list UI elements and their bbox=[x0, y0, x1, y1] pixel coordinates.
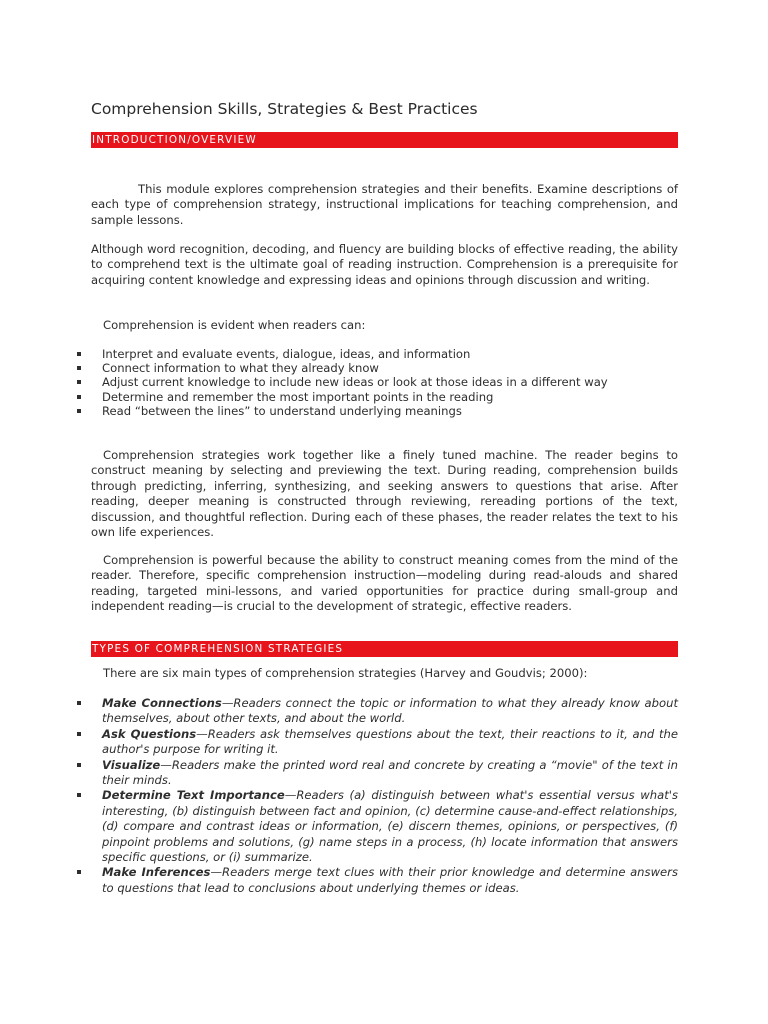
list-item: Determine and remember the most important points in the reading bbox=[77, 390, 678, 404]
list-item bbox=[77, 758, 678, 789]
strategy-term: Visualize bbox=[102, 757, 161, 772]
bullet-icon bbox=[77, 732, 81, 736]
intro-paragraph-3: Comprehension is evident when readers can: bbox=[103, 318, 366, 332]
page-title: Comprehension Skills, Strategies & Best Practices bbox=[91, 100, 478, 118]
bullet-icon bbox=[77, 395, 81, 399]
strategy-description: —Readers merge text clues with their prior knowledge and determine answers to questions that lead to conclusions about underlying themes or ideas. bbox=[102, 865, 678, 895]
strategy-description: —Readers (a) distinguish between what's essential versus what's interesting, (b) distinguish between fact and opinion, (c) determine cause-and-effect relationships, (d) compare and contrast ideas or information, (e) discern themes, opinions, or perspectives, (f) pinpoint problems and solutions, (g) name steps in a process, (h) locate information that answers specific questions, or (i) summarize. bbox=[102, 788, 678, 865]
strategy-description: —Readers make the printed word real and concrete by creating a “movie" of the text in their minds. bbox=[102, 757, 678, 788]
intro-paragraph-1: This module explores comprehension strategies and their benefits. Examine descriptions of each type of comprehension strategy, instructional implications for teaching comprehension, and sample lessons. bbox=[91, 182, 678, 227]
strategy-term: Make Connections bbox=[102, 696, 222, 710]
list-item: Connect information to what they already know bbox=[77, 361, 678, 375]
intro-paragraph-4: Comprehension strategies work together like a finely tuned machine. The reader begins to construct meaning by selecting and previewing the text. During reading, comprehension builds through predicting, inferring, synthesizing, and seeking answers to questions that arise. After reading, deeper meaning is constructed through reviewing, rereading portions of the text, discussion, and thoughtful reflection. During each of these phases, the reader relates the text to his own life experiences. bbox=[91, 448, 678, 540]
bullet-icon bbox=[77, 366, 81, 370]
section-heading-types: TYPES OF COMPREHENSION STRATEGIES bbox=[91, 641, 678, 657]
comprehension-evidence-list bbox=[77, 347, 678, 418]
list-item: Interpret and evaluate events, dialogue, ideas, and information bbox=[77, 347, 678, 361]
types-lead-paragraph: There are six main types of comprehension strategies (Harvey and Goudvis; 2000): bbox=[103, 666, 588, 680]
strategy-list bbox=[77, 696, 678, 896]
list-item bbox=[77, 788, 678, 865]
intro-paragraph-2: Although word recognition, decoding, and fluency are building blocks of effective reading, the ability to comprehend text is the ultimate goal of reading instruction. Comprehension is a prerequisite for acquiring content knowledge and expressing ideas and opinions through discussion and writing. bbox=[91, 242, 678, 287]
strategy-term: Ask Questions bbox=[102, 726, 197, 741]
intro-paragraph-5: Comprehension is powerful because the ability to construct meaning comes from the mind of the reader. Therefore, specific comprehension instruction—modeling during read-alouds and shared reading, targeted mini-lessons, and varied opportunities for practice during small-group and independent reading—is crucial to the development of strategic, effective readers. bbox=[91, 553, 678, 614]
strategy-term: Make Inferences bbox=[102, 865, 211, 880]
section-heading-introduction: INTRODUCTION/OVERVIEW bbox=[91, 132, 678, 148]
bullet-icon bbox=[77, 870, 81, 874]
bullet-icon bbox=[77, 409, 81, 413]
bullet-icon bbox=[77, 701, 81, 705]
strategy-description: —Readers connect the topic or information to what they already know about themselves, about other texts, and about the world. bbox=[102, 696, 678, 726]
strategy-description: —Readers ask themselves questions about the text, their reactions to it, and the author's purpose for writing it. bbox=[102, 726, 678, 757]
list-item: Adjust current knowledge to include new ideas or look at those ideas in a different way bbox=[77, 375, 678, 389]
bullet-icon bbox=[77, 793, 81, 797]
list-item bbox=[77, 865, 678, 896]
strategy-term: Determine Text Importance bbox=[102, 788, 285, 803]
list-item: Read “between the lines” to understand underlying meanings bbox=[77, 404, 678, 418]
bullet-icon bbox=[77, 763, 81, 767]
bullet-icon bbox=[77, 380, 81, 384]
list-item bbox=[77, 696, 678, 727]
list-item bbox=[77, 727, 678, 758]
bullet-icon bbox=[77, 352, 81, 356]
